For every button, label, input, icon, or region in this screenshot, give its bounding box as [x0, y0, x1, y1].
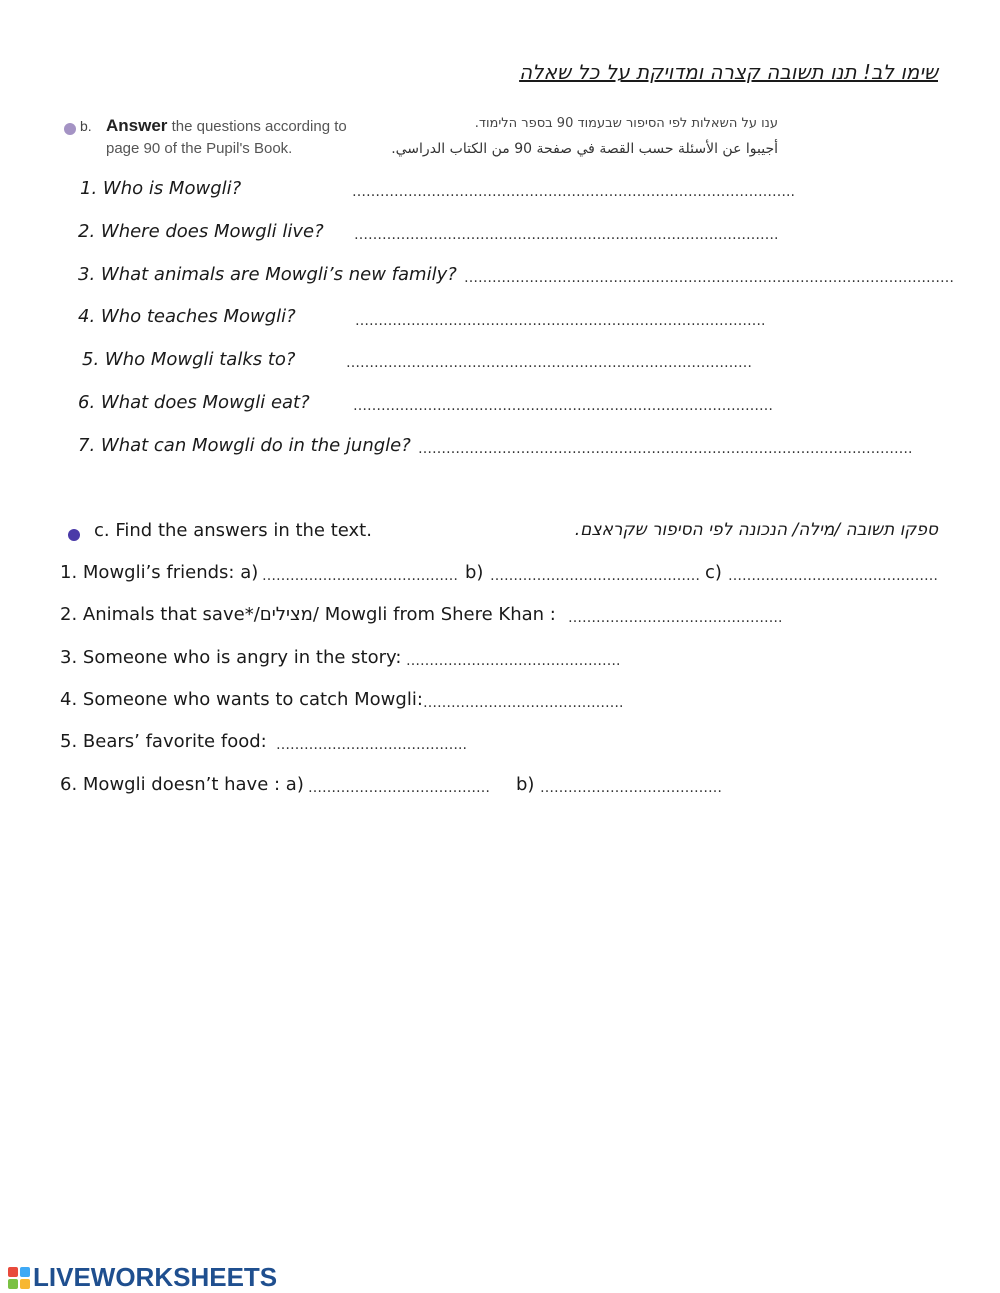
c-item-3: 3. Someone who is angry in the story:	[60, 647, 402, 668]
answer-field-3[interactable]: ……………………………………………………………………………………………	[464, 270, 954, 286]
question-4: 4. Who teaches Mowgli?	[78, 306, 296, 327]
question-3: 3. What animals are Mowgli’s new family?	[78, 264, 457, 285]
logo-tiles-icon	[8, 1267, 30, 1289]
c-item-4: 4. Someone who wants to catch Mowgli:	[60, 689, 423, 710]
answer-field-7[interactable]: …………………………………………………………………………………………….	[418, 441, 913, 457]
bullet-c-icon	[68, 529, 80, 541]
section-b-instruction	[106, 115, 347, 160]
logo-text: LIVEWORKSHEETS	[33, 1262, 278, 1292]
section-b-arabic-instruction: أجيبوا عن الأسئلة حسب القصة في صفحة 90 من الكتاب الدراسي.	[391, 141, 778, 157]
section-c-hebrew-instruction: ספקו תשובה /מילה/ הנכונה לפי הסיפור שקראצם.	[574, 520, 938, 540]
page-title-hebrew: שימו לב! תנו תשובה קצרה ומדויקת על כל שאלה	[519, 60, 938, 84]
c-item-1-b-label: b)	[465, 562, 484, 583]
answer-field-6[interactable]: ………………………………………………………………………………	[353, 398, 773, 414]
c-answer-1b[interactable]: ………………………………………	[490, 568, 700, 584]
liveworksheets-logo	[8, 1262, 277, 1293]
c-answer-6b[interactable]: …………………………………	[540, 780, 722, 796]
section-b-hebrew-instruction: ענו על השאלות לפי הסיפור שבעמוד 90 בספר הלימוד.	[474, 116, 778, 131]
c-answer-5[interactable]: …………………………………..	[276, 737, 467, 753]
answer-field-2[interactable]: ……………………………………………………………………………….	[354, 227, 779, 243]
c-item-6-b-label: b)	[516, 774, 535, 795]
question-6: 6. What does Mowgli eat?	[78, 392, 310, 413]
c-answer-4[interactable]: …………………………………….	[423, 695, 624, 711]
instruction-rest: the questions according to	[171, 118, 347, 135]
question-1: 1. Who is Mowgli?	[80, 178, 242, 199]
answer-field-5[interactable]: ……………………………………………………………………………	[346, 355, 752, 371]
answer-field-4[interactable]: …………………………………………………………………………….	[355, 313, 766, 329]
c-answer-1c[interactable]: ………………………………………	[728, 568, 938, 584]
answer-field-1[interactable]: …………………………………………………………………………………..	[352, 184, 795, 200]
c-item-5: 5. Bears’ favorite food:	[60, 731, 267, 752]
c-item-1: 1. Mowgli’s friends: a)	[60, 562, 259, 583]
c-answer-1a[interactable]: ……………………………………	[262, 568, 458, 584]
bullet-b-icon	[64, 123, 76, 135]
question-7: 7. What can Mowgli do in the jungle?	[78, 435, 411, 456]
question-5: 5. Who Mowgli talks to?	[82, 349, 296, 370]
instruction-line2: page 90 of the Pupil's Book.	[106, 140, 293, 157]
section-b-letter: b.	[80, 118, 92, 134]
c-item-1-c-label: c)	[705, 562, 722, 583]
c-answer-3[interactable]: ……………………………………….	[406, 653, 621, 669]
c-answer-6a[interactable]: …………………………………	[308, 780, 490, 796]
instruction-bold: Answer	[106, 116, 168, 135]
c-answer-2[interactable]: ……………………………………….	[568, 610, 783, 626]
section-c-title: c. Find the answers in the text.	[94, 520, 372, 541]
question-2: 2. Where does Mowgli live?	[78, 221, 324, 242]
c-item-6: 6. Mowgli doesn’t have : a)	[60, 774, 304, 795]
c-item-2: 2. Animals that save*/מצילים/ Mowgli from Shere Khan :	[60, 604, 556, 625]
